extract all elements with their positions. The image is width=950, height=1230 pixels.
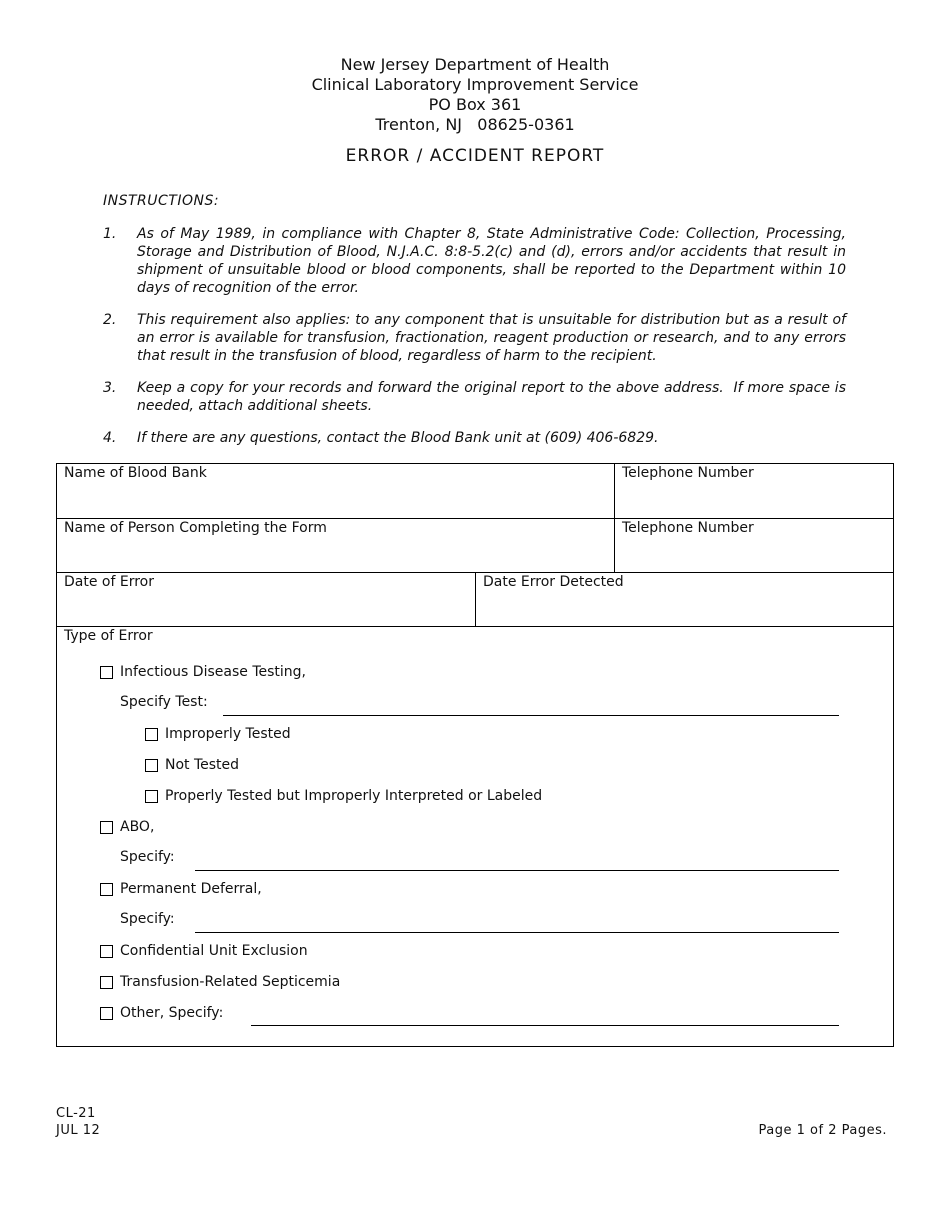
option-abo [100,819,154,835]
telephone-label: Telephone Number [622,465,754,481]
instruction-item [103,311,846,365]
abo-checkbox[interactable] [100,821,113,834]
other-checkbox[interactable] [100,1007,113,1020]
properly-tested-label: Properly Tested but Improperly Interpreted or Labeled [165,788,543,804]
telephone-field-1[interactable] [615,464,893,518]
not-tested-label: Not Tested [165,757,240,773]
date-of-error-field[interactable] [57,573,475,626]
instruction-number: 4. [103,430,117,446]
abo-label: ABO, [120,819,155,835]
person-name-field[interactable] [57,519,614,572]
instruction-item [103,379,851,415]
instructions-label: INSTRUCTIONS: [103,193,220,209]
telephone-field-2[interactable] [615,519,893,572]
instructions-list [103,225,851,461]
instruction-number: 1. [103,226,117,242]
department-name: New Jersey Department of Health [340,55,610,74]
septicemia-checkbox[interactable] [100,976,113,989]
permanent-deferral-label: Permanent Deferral, [120,881,262,897]
option-septicemia [100,974,340,990]
date-detected-field[interactable] [476,573,893,626]
blood-bank-name-field[interactable] [57,464,614,518]
improperly-tested-label: Improperly Tested [165,726,291,742]
option-confidential [100,943,308,959]
specify-deferral-label: Specify: [120,911,175,927]
service-name: Clinical Laboratory Improvement Service [311,75,639,94]
improperly-tested-checkbox[interactable] [145,728,158,741]
confidential-label: Confidential Unit Exclusion [120,943,308,959]
person-name-label: Name of Person Completing the Form [64,520,327,536]
instruction-number: 2. [103,312,117,328]
specify-test-label: Specify Test: [120,694,208,710]
confidential-checkbox[interactable] [100,945,113,958]
page-number: Page 1 of 2 Pages. [758,1123,887,1138]
form-identifier [56,1105,100,1139]
option-permanent-deferral [100,881,262,897]
instruction-text: Keep a copy for your records and forward the original report to the above address. If more space is needed, attach additional sheets. [137,380,851,414]
type-of-error-label: Type of Error [64,628,153,644]
properly-tested-checkbox[interactable] [145,790,158,803]
septicemia-label: Transfusion-Related Septicemia [120,974,341,990]
other-specify-line[interactable] [251,1025,839,1026]
other-label: Other, Specify: [120,1005,224,1021]
instruction-item [103,225,846,297]
blood-bank-name-label: Name of Blood Bank [64,465,207,481]
infectious-checkbox[interactable] [100,666,113,679]
permanent-deferral-checkbox[interactable] [100,883,113,896]
po-box: PO Box 361 [428,95,522,114]
type-of-error-heading [57,627,357,649]
specify-deferral-line[interactable] [195,932,839,933]
option-improperly-tested [145,726,291,742]
specify-abo-line[interactable] [195,870,839,871]
telephone-label: Telephone Number [622,520,754,536]
option-infectious [100,664,306,680]
specify-test-line[interactable] [223,715,839,716]
city-address: Trenton, NJ 08625-0361 [375,115,575,134]
instruction-text: This requirement also applies: to any component that is unsuitable for distribution but as a result of an error is available for transfusion, fractionation, reagent production or research, and to any errors that result in the transfusion of blood, regardless of harm to the recipient. [137,312,846,364]
form-date: JUL 12 [56,1123,101,1138]
instruction-text: If there are any questions, contact the Blood Bank unit at (609) 406-6829. [137,430,659,446]
date-of-error-label: Date of Error [64,574,154,590]
option-properly-tested [145,788,542,804]
page-title: ERROR / ACCIDENT REPORT [345,146,605,166]
infectious-label: Infectious Disease Testing, [120,664,306,680]
instruction-item [103,429,846,447]
instruction-text: As of May 1989, in compliance with Chapter 8, State Administrative Code: Collection, Processing, Storage and Distribution of Blood, N.J.A.C. 8:8-5.2(c) and (d), errors and/or accidents that result in shipment of unsuitable blood or blood components, shall be reported to the Department within 10 days of recognition of the error. [137,226,846,296]
option-not-tested [145,757,239,773]
specify-abo-label: Specify: [120,849,175,865]
option-other [100,1005,223,1021]
not-tested-checkbox[interactable] [145,759,158,772]
report-form [56,463,894,1047]
form-id: CL-21 [56,1106,96,1121]
instruction-number: 3. [103,380,117,396]
date-detected-label: Date Error Detected [483,574,624,590]
letterhead [0,55,950,166]
